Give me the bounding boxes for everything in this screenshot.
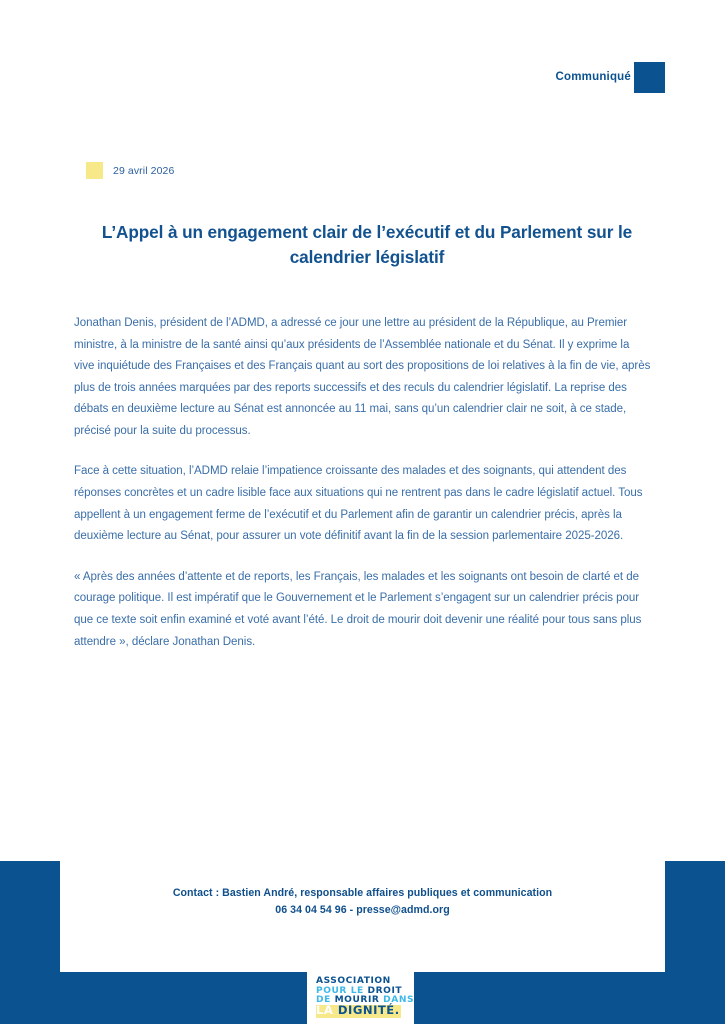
yellow-square-icon xyxy=(86,162,103,179)
body-content xyxy=(74,313,652,653)
logo-text-block xyxy=(315,976,415,1018)
logo-line-3-part-b: MOURIR xyxy=(334,995,384,1005)
logo-line-2-part-b: DROIT xyxy=(367,985,403,996)
header-label: Communiqué xyxy=(555,71,631,83)
publication-date: 29 avril 2026 xyxy=(113,164,175,177)
logo-line-3-part-a: DE xyxy=(316,995,335,1005)
paragraph-3: « Après des années d’attente et de reports, les Français, les malades et les soignants ont besoin de clarté et de courage politique. Il est impératif que le Gouvernement et le Parlement s’engagent sur un calendrier précis pour que ce texte soit enfin examiné et voté avant l’été. Le droit de mourir doit devenir une réalité pour tous sans plus attendre », déclare Jonathan Denis. xyxy=(74,570,642,648)
document-header xyxy=(0,61,665,93)
logo-line-4-part-a: LA xyxy=(316,1003,338,1018)
logo-line-1: ASSOCIATION xyxy=(316,976,391,987)
admd-logo xyxy=(307,971,414,1024)
contact-line-2[interactable]: 06 34 04 54 96 - presse@admd.org xyxy=(275,904,450,917)
date-row xyxy=(86,162,174,179)
logo-line-2-part-a: POUR LE xyxy=(316,985,368,996)
paragraph-2: Face à cette situation, l’ADMD relaie l’impatience croissante des malades et des soignants, qui attendent des réponses concrètes et un cadre lisible face aux situations qui ne rentrent pas dans le cadre législatif actuel. Tous appellent à un engagement ferme de l’exécutif et du Parlement afin de garantir un calendrier précis, après la deuxième lecture au Sénat, pour assurer un vote définitif avant la fin de la session parlementaire 2025-2026. xyxy=(74,465,643,543)
contact-line-1: Contact : Bastien André, responsable affaires publiques et communication xyxy=(172,887,553,899)
footer-left-blue-block xyxy=(0,861,60,972)
footer-right-blue-block xyxy=(665,861,725,972)
logo-line-4 xyxy=(316,1005,401,1017)
blue-square-icon xyxy=(634,62,665,93)
logo-line-4-part-b: DIGNITÉ. xyxy=(337,1003,400,1018)
page-title: L’Appel à un engagement clair de l’exécutif et du Parlement sur le calendrier législatif xyxy=(101,222,633,267)
paragraph-1: Jonathan Denis, président de l’ADMD, a adressé ce jour une lettre au président de la République, au Premier ministre, à la ministre de la santé ainsi qu’aux présidents de l’Assemblée nationale et du Sénat. Il y exprime la vive inquiétude des Françaises et des Français quant au sort des propositions de loi relatives à la fin de vie, après plus de trois années marquées par des reports successifs et des reculs du calendrier législatif. La reprise des débats en deuxième lecture au Sénat est annoncée au 11 mai, sans qu’un calendrier clair ne soit, à ce stade, précisé pour la suite du processus. xyxy=(74,317,651,437)
logo-line-3-part-c: DANS xyxy=(383,995,415,1005)
footer-contact xyxy=(60,885,665,920)
